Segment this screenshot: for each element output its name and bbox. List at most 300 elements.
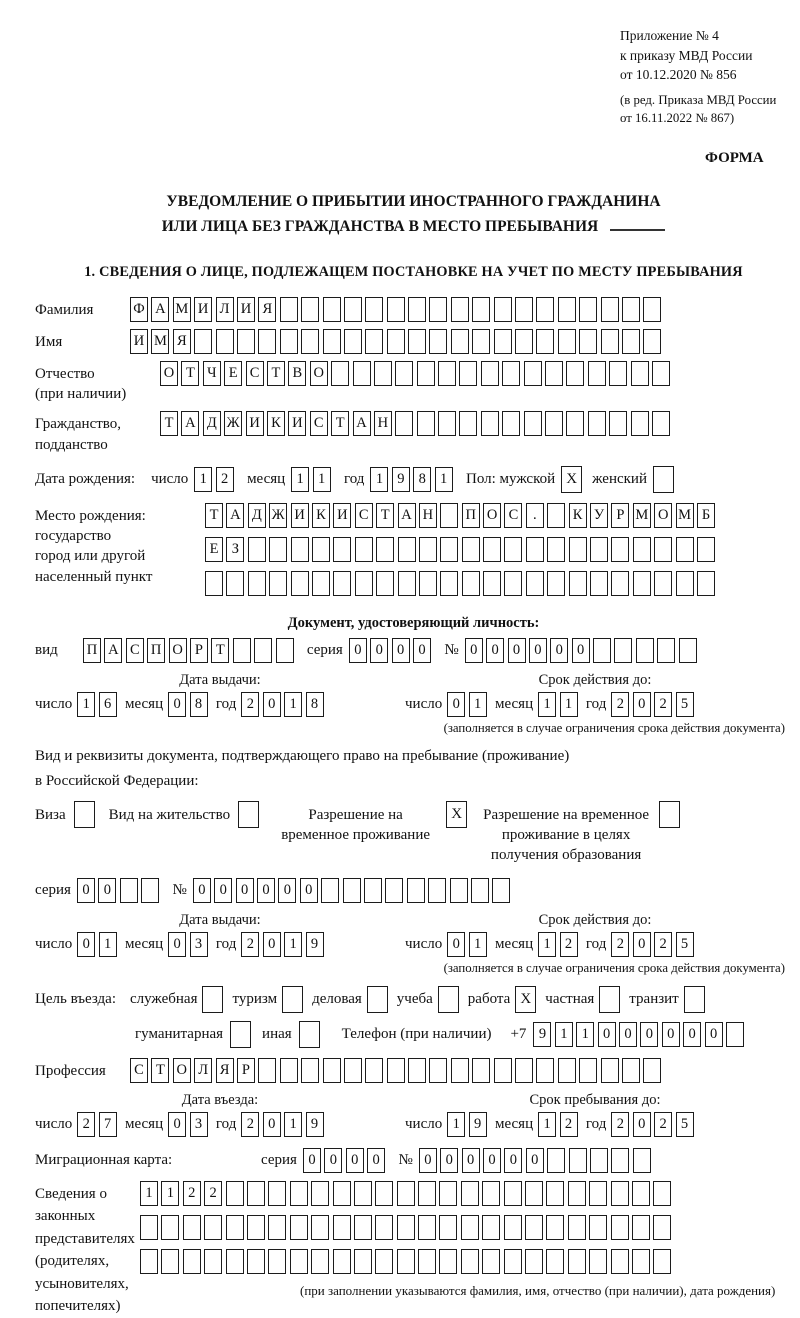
char-cell[interactable] [472, 297, 490, 322]
issue-month-cells[interactable] [168, 692, 211, 717]
char-cell[interactable] [547, 1148, 565, 1173]
char-cell[interactable] [546, 1181, 564, 1206]
char-cell[interactable] [611, 1181, 629, 1206]
char-cell[interactable] [589, 1181, 607, 1206]
char-cell[interactable] [376, 571, 394, 596]
purpose-other-checkbox[interactable] [299, 1021, 320, 1048]
char-cell[interactable]: Н [419, 503, 437, 528]
char-cell[interactable]: Д [248, 503, 266, 528]
char-cell[interactable]: 0 [349, 638, 367, 663]
char-cell[interactable] [419, 571, 437, 596]
char-cell[interactable] [492, 878, 510, 903]
char-cell[interactable] [590, 1148, 608, 1173]
issue-year-cells[interactable] [241, 932, 327, 957]
issue-day-cells[interactable] [77, 692, 120, 717]
char-cell[interactable] [633, 1148, 651, 1173]
char-cell[interactable] [482, 1249, 500, 1274]
char-cell[interactable] [331, 361, 349, 386]
char-cell[interactable]: 2 [560, 932, 578, 957]
valid-year-cells[interactable] [611, 692, 697, 717]
char-cell[interactable] [365, 329, 383, 354]
char-cell[interactable] [566, 361, 584, 386]
char-cell[interactable]: 2 [183, 1181, 201, 1206]
char-cell[interactable] [515, 329, 533, 354]
char-cell[interactable] [333, 571, 351, 596]
char-cell[interactable] [611, 537, 629, 562]
char-cell[interactable] [546, 1215, 564, 1240]
stay-year-cells[interactable] [611, 1112, 697, 1137]
patronymic-cells[interactable] [160, 361, 673, 386]
char-cell[interactable] [494, 1058, 512, 1083]
char-cell[interactable] [632, 1181, 650, 1206]
char-cell[interactable]: 1 [77, 692, 95, 717]
char-cell[interactable]: 0 [504, 1148, 522, 1173]
char-cell[interactable] [601, 297, 619, 322]
char-cell[interactable]: 0 [263, 1112, 281, 1137]
char-cell[interactable] [440, 537, 458, 562]
char-cell[interactable] [450, 878, 468, 903]
char-cell[interactable] [652, 411, 670, 436]
stay-day-cells[interactable] [447, 1112, 490, 1137]
char-cell[interactable] [408, 1058, 426, 1083]
char-cell[interactable] [312, 537, 330, 562]
char-cell[interactable] [558, 1058, 576, 1083]
char-cell[interactable] [633, 571, 651, 596]
char-cell[interactable] [588, 361, 606, 386]
char-cell[interactable] [429, 1058, 447, 1083]
char-cell[interactable] [504, 1249, 522, 1274]
char-cell[interactable] [439, 1215, 457, 1240]
char-cell[interactable] [417, 361, 435, 386]
char-cell[interactable] [418, 1181, 436, 1206]
char-cell[interactable] [494, 297, 512, 322]
char-cell[interactable] [589, 1215, 607, 1240]
purpose-work-checkbox[interactable]: X [515, 986, 536, 1013]
char-cell[interactable]: 9 [306, 1112, 324, 1137]
char-cell[interactable]: 1 [435, 467, 453, 492]
char-cell[interactable]: 1 [161, 1181, 179, 1206]
char-cell[interactable]: М [173, 297, 191, 322]
char-cell[interactable]: 3 [190, 1112, 208, 1137]
char-cell[interactable]: И [288, 411, 306, 436]
char-cell[interactable] [504, 537, 522, 562]
char-cell[interactable]: П [462, 503, 480, 528]
birth-day-cells[interactable] [194, 467, 237, 492]
char-cell[interactable]: А [104, 638, 122, 663]
char-cell[interactable]: О [483, 503, 501, 528]
char-cell[interactable]: С [246, 361, 264, 386]
char-cell[interactable]: П [147, 638, 165, 663]
char-cell[interactable] [291, 571, 309, 596]
char-cell[interactable]: Р [611, 503, 629, 528]
char-cell[interactable] [451, 1058, 469, 1083]
char-cell[interactable]: Т [181, 361, 199, 386]
char-cell[interactable] [397, 1215, 415, 1240]
char-cell[interactable]: 1 [370, 467, 388, 492]
char-cell[interactable] [579, 1058, 597, 1083]
char-cell[interactable] [290, 1181, 308, 1206]
char-cell[interactable] [204, 1215, 222, 1240]
char-cell[interactable] [280, 329, 298, 354]
char-cell[interactable] [593, 638, 611, 663]
char-cell[interactable]: О [173, 1058, 191, 1083]
char-cell[interactable] [258, 329, 276, 354]
char-cell[interactable]: 0 [619, 1022, 637, 1047]
char-cell[interactable]: Т [331, 411, 349, 436]
char-cell[interactable] [247, 1181, 265, 1206]
char-cell[interactable] [312, 571, 330, 596]
char-cell[interactable]: 8 [190, 692, 208, 717]
char-cell[interactable]: П [83, 638, 101, 663]
char-cell[interactable]: И [194, 297, 212, 322]
char-cell[interactable]: 2 [611, 932, 629, 957]
char-cell[interactable]: 8 [413, 467, 431, 492]
char-cell[interactable]: 3 [190, 932, 208, 957]
char-cell[interactable] [504, 1215, 522, 1240]
char-cell[interactable] [397, 1181, 415, 1206]
purpose-business-checkbox[interactable] [367, 986, 388, 1013]
issue-year-cells[interactable] [241, 692, 327, 717]
char-cell[interactable] [471, 878, 489, 903]
char-cell[interactable]: О [654, 503, 672, 528]
char-cell[interactable]: 9 [392, 467, 410, 492]
char-cell[interactable] [631, 361, 649, 386]
char-cell[interactable]: К [569, 503, 587, 528]
char-cell[interactable] [408, 329, 426, 354]
char-cell[interactable]: У [590, 503, 608, 528]
char-cell[interactable] [374, 361, 392, 386]
char-cell[interactable]: М [676, 503, 694, 528]
char-cell[interactable]: 6 [99, 692, 117, 717]
char-cell[interactable] [333, 537, 351, 562]
char-cell[interactable] [141, 878, 159, 903]
char-cell[interactable] [395, 411, 413, 436]
valid-day-cells[interactable] [447, 932, 490, 957]
char-cell[interactable] [526, 571, 544, 596]
char-cell[interactable] [524, 361, 542, 386]
surname-cells[interactable] [130, 297, 665, 322]
char-cell[interactable] [344, 329, 362, 354]
char-cell[interactable] [547, 503, 565, 528]
char-cell[interactable]: Д [203, 411, 221, 436]
char-cell[interactable]: С [355, 503, 373, 528]
char-cell[interactable]: 0 [486, 638, 504, 663]
char-cell[interactable] [226, 1215, 244, 1240]
char-cell[interactable]: 2 [241, 1112, 259, 1137]
char-cell[interactable]: 0 [278, 878, 296, 903]
char-cell[interactable]: 1 [469, 692, 487, 717]
char-cell[interactable]: Е [205, 537, 223, 562]
char-cell[interactable]: 0 [465, 638, 483, 663]
char-cell[interactable]: Е [224, 361, 242, 386]
char-cell[interactable] [301, 1058, 319, 1083]
char-cell[interactable] [679, 638, 697, 663]
char-cell[interactable] [558, 329, 576, 354]
char-cell[interactable]: 0 [168, 932, 186, 957]
issue-month-cells[interactable] [168, 932, 211, 957]
char-cell[interactable] [590, 571, 608, 596]
doc-kind-cells[interactable] [83, 638, 297, 663]
char-cell[interactable] [398, 571, 416, 596]
char-cell[interactable] [237, 329, 255, 354]
char-cell[interactable]: 0 [303, 1148, 321, 1173]
birth-year-cells[interactable] [370, 467, 456, 492]
char-cell[interactable] [502, 361, 520, 386]
residence-series-cells[interactable] [77, 878, 163, 903]
char-cell[interactable] [545, 361, 563, 386]
char-cell[interactable]: А [181, 411, 199, 436]
char-cell[interactable]: 1 [576, 1022, 594, 1047]
char-cell[interactable] [483, 571, 501, 596]
char-cell[interactable] [323, 1058, 341, 1083]
char-cell[interactable] [258, 1058, 276, 1083]
valid-month-cells[interactable] [538, 932, 581, 957]
char-cell[interactable] [654, 537, 672, 562]
char-cell[interactable] [344, 297, 362, 322]
char-cell[interactable] [311, 1181, 329, 1206]
char-cell[interactable] [387, 1058, 405, 1083]
char-cell[interactable] [301, 297, 319, 322]
char-cell[interactable] [462, 571, 480, 596]
char-cell[interactable]: Р [190, 638, 208, 663]
char-cell[interactable] [247, 1215, 265, 1240]
char-cell[interactable] [622, 1058, 640, 1083]
char-cell[interactable] [633, 537, 651, 562]
char-cell[interactable] [233, 638, 251, 663]
char-cell[interactable] [590, 537, 608, 562]
char-cell[interactable] [547, 571, 565, 596]
char-cell[interactable] [653, 1249, 671, 1274]
purpose-private-checkbox[interactable] [599, 986, 620, 1013]
char-cell[interactable] [194, 329, 212, 354]
representatives-line2-cells[interactable] [140, 1215, 775, 1240]
char-cell[interactable] [588, 411, 606, 436]
char-cell[interactable] [726, 1022, 744, 1047]
char-cell[interactable]: О [169, 638, 187, 663]
char-cell[interactable]: 0 [346, 1148, 364, 1173]
stay-month-cells[interactable] [538, 1112, 581, 1137]
char-cell[interactable]: 0 [370, 638, 388, 663]
char-cell[interactable]: 1 [469, 932, 487, 957]
char-cell[interactable] [462, 537, 480, 562]
char-cell[interactable]: 0 [640, 1022, 658, 1047]
char-cell[interactable] [216, 329, 234, 354]
char-cell[interactable]: А [353, 411, 371, 436]
char-cell[interactable] [622, 329, 640, 354]
char-cell[interactable] [440, 571, 458, 596]
char-cell[interactable]: 2 [654, 932, 672, 957]
char-cell[interactable] [459, 411, 477, 436]
char-cell[interactable] [269, 571, 287, 596]
char-cell[interactable]: Ж [269, 503, 287, 528]
char-cell[interactable]: С [504, 503, 522, 528]
char-cell[interactable]: М [633, 503, 651, 528]
char-cell[interactable]: 2 [77, 1112, 95, 1137]
char-cell[interactable]: 0 [598, 1022, 616, 1047]
char-cell[interactable] [611, 1215, 629, 1240]
char-cell[interactable]: Ж [224, 411, 242, 436]
char-cell[interactable] [494, 329, 512, 354]
char-cell[interactable]: 0 [77, 932, 95, 957]
char-cell[interactable]: 1 [538, 1112, 556, 1137]
char-cell[interactable]: 0 [193, 878, 211, 903]
char-cell[interactable] [387, 297, 405, 322]
char-cell[interactable]: 0 [236, 878, 254, 903]
char-cell[interactable] [461, 1249, 479, 1274]
char-cell[interactable] [161, 1215, 179, 1240]
char-cell[interactable] [418, 1249, 436, 1274]
char-cell[interactable] [226, 1249, 244, 1274]
char-cell[interactable] [205, 571, 223, 596]
char-cell[interactable] [654, 571, 672, 596]
doc-series-cells[interactable] [349, 638, 435, 663]
char-cell[interactable]: Н [374, 411, 392, 436]
char-cell[interactable]: 2 [241, 932, 259, 957]
char-cell[interactable] [631, 411, 649, 436]
char-cell[interactable]: 0 [98, 878, 116, 903]
char-cell[interactable] [515, 1058, 533, 1083]
char-cell[interactable]: 0 [168, 692, 186, 717]
char-cell[interactable] [482, 1215, 500, 1240]
char-cell[interactable]: 1 [284, 692, 302, 717]
char-cell[interactable] [536, 297, 554, 322]
char-cell[interactable] [472, 1058, 490, 1083]
char-cell[interactable] [569, 571, 587, 596]
char-cell[interactable] [676, 571, 694, 596]
char-cell[interactable]: 1 [555, 1022, 573, 1047]
migration-series-cells[interactable] [303, 1148, 389, 1173]
char-cell[interactable]: 0 [526, 1148, 544, 1173]
char-cell[interactable] [614, 638, 632, 663]
migration-number-cells[interactable] [419, 1148, 654, 1173]
char-cell[interactable] [354, 1249, 372, 1274]
birthplace-line1-cells[interactable] [205, 503, 718, 528]
char-cell[interactable]: 2 [654, 1112, 672, 1137]
char-cell[interactable]: 0 [483, 1148, 501, 1173]
char-cell[interactable] [375, 1181, 393, 1206]
char-cell[interactable] [622, 297, 640, 322]
char-cell[interactable] [546, 1249, 564, 1274]
sex-male-checkbox[interactable]: X [561, 466, 582, 493]
char-cell[interactable] [601, 1058, 619, 1083]
char-cell[interactable] [697, 537, 715, 562]
char-cell[interactable] [183, 1215, 201, 1240]
char-cell[interactable]: Т [267, 361, 285, 386]
char-cell[interactable] [248, 537, 266, 562]
char-cell[interactable]: 9 [533, 1022, 551, 1047]
char-cell[interactable] [395, 361, 413, 386]
char-cell[interactable]: 5 [676, 692, 694, 717]
char-cell[interactable]: 0 [324, 1148, 342, 1173]
char-cell[interactable] [226, 1181, 244, 1206]
char-cell[interactable] [311, 1215, 329, 1240]
char-cell[interactable] [428, 878, 446, 903]
char-cell[interactable] [375, 1215, 393, 1240]
char-cell[interactable]: 0 [683, 1022, 701, 1047]
issue-day-cells[interactable] [77, 932, 120, 957]
char-cell[interactable]: Ф [130, 297, 148, 322]
purpose-study-checkbox[interactable] [438, 986, 459, 1013]
char-cell[interactable]: . [526, 503, 544, 528]
char-cell[interactable] [579, 329, 597, 354]
char-cell[interactable] [254, 638, 272, 663]
valid-year-cells[interactable] [611, 932, 697, 957]
char-cell[interactable] [321, 878, 339, 903]
char-cell[interactable]: 2 [611, 1112, 629, 1137]
char-cell[interactable]: С [130, 1058, 148, 1083]
citizenship-cells[interactable] [160, 411, 673, 436]
char-cell[interactable]: 5 [676, 932, 694, 957]
char-cell[interactable]: И [237, 297, 255, 322]
char-cell[interactable]: 7 [99, 1112, 117, 1137]
char-cell[interactable]: О [310, 361, 328, 386]
char-cell[interactable]: Т [211, 638, 229, 663]
char-cell[interactable] [566, 411, 584, 436]
purpose-humanitarian-checkbox[interactable] [230, 1021, 251, 1048]
char-cell[interactable] [697, 571, 715, 596]
char-cell[interactable] [632, 1215, 650, 1240]
char-cell[interactable]: 8 [306, 692, 324, 717]
char-cell[interactable]: 1 [291, 467, 309, 492]
char-cell[interactable]: 1 [194, 467, 212, 492]
entry-month-cells[interactable] [168, 1112, 211, 1137]
char-cell[interactable] [408, 297, 426, 322]
char-cell[interactable] [429, 297, 447, 322]
residence-permit-checkbox[interactable] [238, 801, 259, 828]
char-cell[interactable]: К [267, 411, 285, 436]
char-cell[interactable]: 0 [263, 692, 281, 717]
char-cell[interactable] [568, 1215, 586, 1240]
char-cell[interactable] [226, 571, 244, 596]
char-cell[interactable] [365, 297, 383, 322]
char-cell[interactable]: Р [237, 1058, 255, 1083]
char-cell[interactable] [611, 571, 629, 596]
char-cell[interactable] [440, 503, 458, 528]
char-cell[interactable] [268, 1215, 286, 1240]
char-cell[interactable] [482, 1181, 500, 1206]
char-cell[interactable] [579, 297, 597, 322]
char-cell[interactable] [376, 537, 394, 562]
char-cell[interactable] [504, 571, 522, 596]
char-cell[interactable] [280, 1058, 298, 1083]
char-cell[interactable]: 1 [538, 692, 556, 717]
char-cell[interactable] [632, 1249, 650, 1274]
char-cell[interactable] [419, 537, 437, 562]
char-cell[interactable] [657, 638, 675, 663]
char-cell[interactable] [140, 1215, 158, 1240]
char-cell[interactable]: В [288, 361, 306, 386]
char-cell[interactable] [609, 361, 627, 386]
char-cell[interactable] [569, 537, 587, 562]
temp-residence-checkbox[interactable]: X [446, 801, 467, 828]
char-cell[interactable]: И [130, 329, 148, 354]
char-cell[interactable] [248, 571, 266, 596]
visa-checkbox[interactable] [74, 801, 95, 828]
char-cell[interactable]: 5 [676, 1112, 694, 1137]
char-cell[interactable] [183, 1249, 201, 1274]
char-cell[interactable] [387, 329, 405, 354]
char-cell[interactable]: Л [194, 1058, 212, 1083]
representatives-line1-cells[interactable] [140, 1181, 775, 1206]
char-cell[interactable]: 0 [447, 692, 465, 717]
char-cell[interactable]: И [291, 503, 309, 528]
char-cell[interactable] [204, 1249, 222, 1274]
char-cell[interactable]: 1 [99, 932, 117, 957]
char-cell[interactable] [353, 361, 371, 386]
char-cell[interactable]: 1 [284, 1112, 302, 1137]
char-cell[interactable] [568, 1249, 586, 1274]
firstname-cells[interactable] [130, 329, 665, 354]
